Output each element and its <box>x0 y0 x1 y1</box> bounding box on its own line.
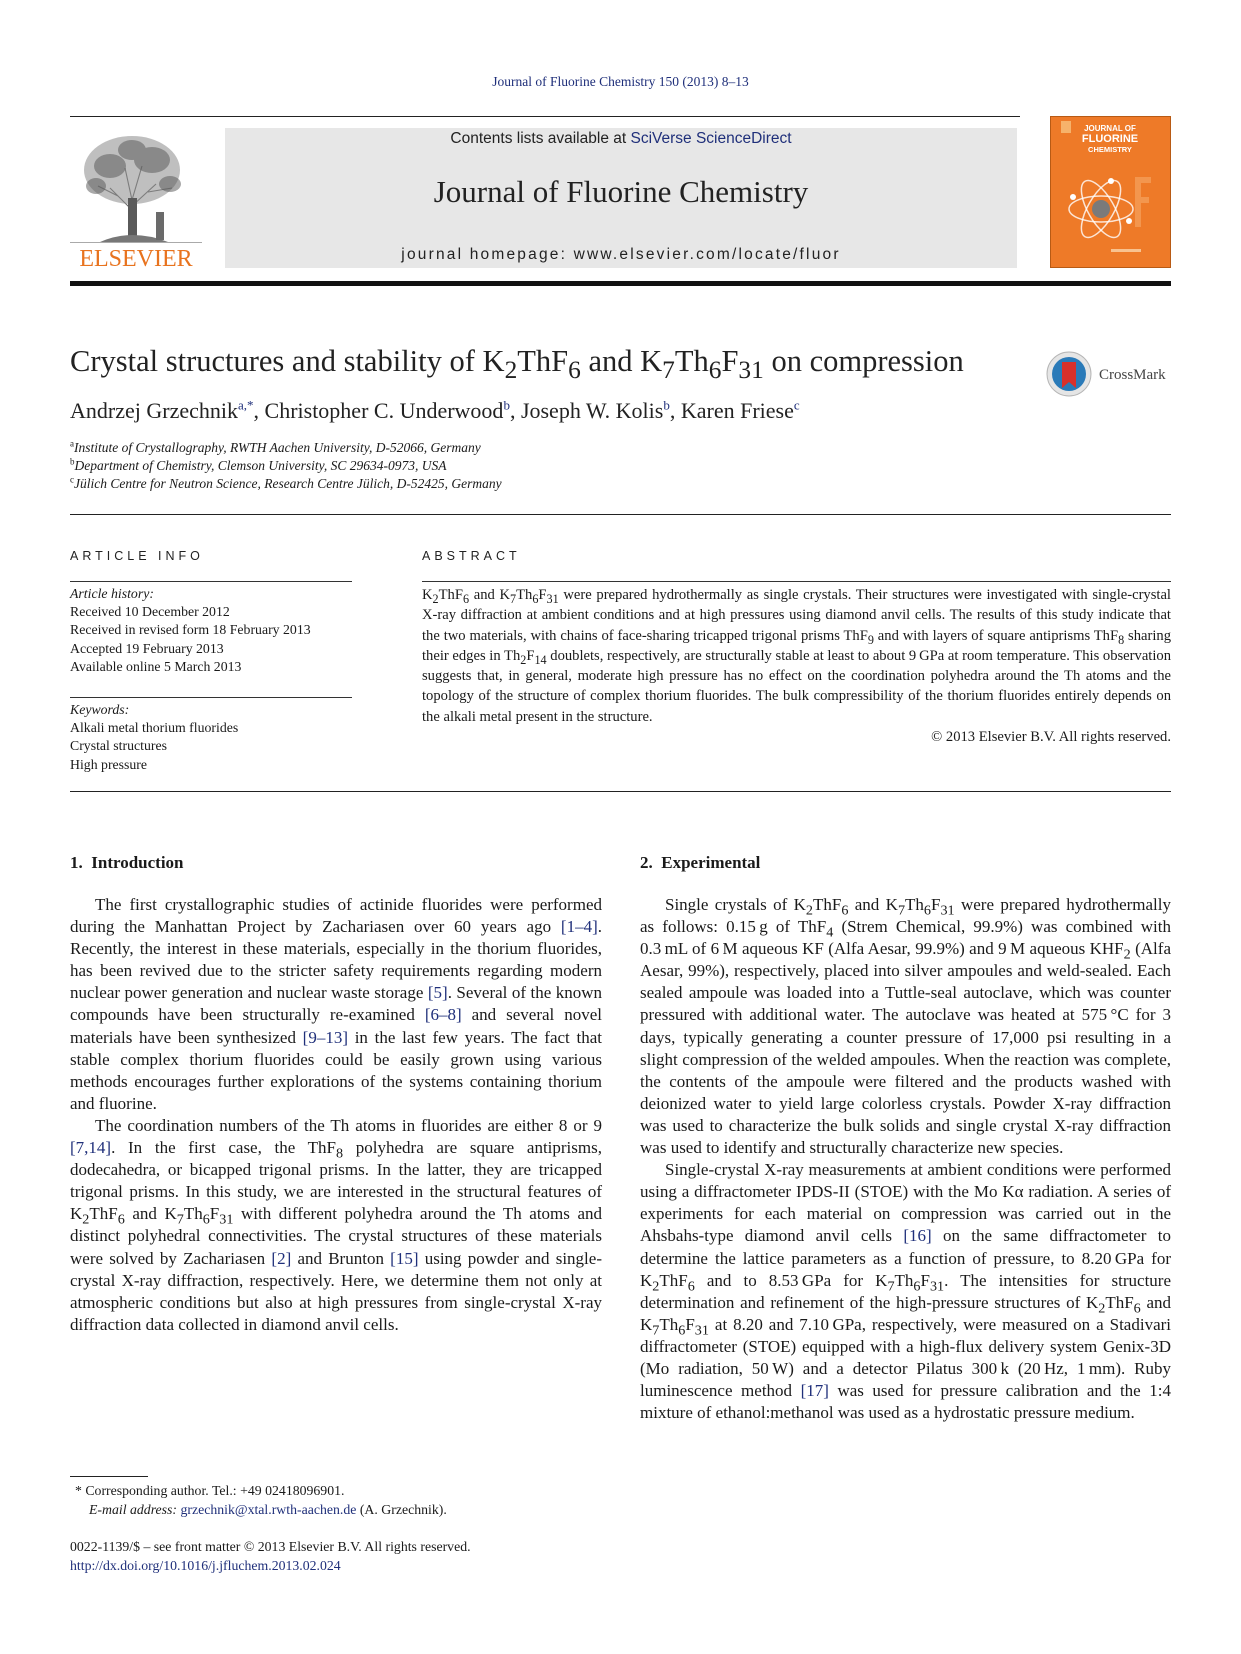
affiliation-a: $^a$Institute of Crystallography, RWTH Aachen University, D-52066, Germany <box>70 438 481 455</box>
history-item: Received in revised form 18 February 2013 <box>70 622 311 638</box>
author-marks[interactable]: b <box>663 397 670 413</box>
elsevier-wordmark: ELSEVIER <box>79 246 193 270</box>
author-marks[interactable]: a,* <box>237 397 254 413</box>
citation-link[interactable]: [17] <box>800 1381 829 1401</box>
crossmark-badge[interactable] <box>1045 350 1175 402</box>
email-suffix: (A. Grzechnik). <box>359 1501 447 1517</box>
elsevier-logo[interactable] <box>70 128 202 270</box>
journal-cover[interactable] <box>1050 116 1171 268</box>
author-marks[interactable]: b <box>503 397 510 413</box>
elsevier-tree-icon <box>70 128 202 270</box>
journal-masthead <box>225 128 1017 268</box>
introduction-body <box>70 894 602 1336</box>
atom-icon <box>1069 175 1133 243</box>
paragraph: Single-crystal X-ray measurements at ambient conditions were performed using a diffractometer IPDS-II (STOE) with the Mo Kα radiation. A series of experiments for each material on compression was carried out in the Ahsbahs-type diamond anvil cells [16] on the same diffractometer to determine the lattice parameters as a function of pressure, to 8.20 GPa for $K_2ThF_6$ and to 8.53 GPa for $K_7Th_6F_{31}$. The intensities for structure determination and refinement of the high-pressure structures of $K_2ThF_6$ and $K_7Th_6F_{31}$ at 8.20 and 7.10 GPa, respectively, were measured on a Stadivari diffractometer (STOE) equipped with a high-flux delivery system Genix-3D (Mo radiation, 50 W) and a detector Pilatus 300 k (20 Hz, 1 mm). Ruby luminescence method [17] was used for pressure calibration and the 1:4 mixture of ethanol:methanol was used as a hydrostatic pressure medium. <box>640 1160 1172 1423</box>
journal-name: Journal of Fluorine Chemistry <box>433 174 809 209</box>
divider <box>70 697 352 698</box>
doi-link[interactable]: http://dx.doi.org/10.1016/j.jfluchem.2013.02.024 <box>70 1557 341 1573</box>
contents-line <box>225 130 1017 148</box>
abstract-heading: ABSTRACT <box>422 549 521 563</box>
svg-text:CHEMISTRY: CHEMISTRY <box>1088 145 1132 154</box>
author-name: Christopher C. Underwood <box>264 398 504 423</box>
paragraph: Single crystals of $K_2ThF_6$ and $K_7Th_6F_{31}$ were prepared hydrothermally as follows: 0.15 g of ThF$_4$ (Strem Chemical, 99.9%) was combined with 0.3 mL of 6 M aqueous KF (Alfa Aesar, 99.9%) and 9 M aqueous $KHF_2$ (Alfa Aesar, 99%), respectively, placed into silver ampoules and weld-sealed. Each sealed ampoule was loaded into a Tuttle-seal autoclave, which was counter pressured with additional water. The autoclave was heated at 575 °C for 3 days, typically generating a counter pressure of 17,000 psi resulting in a slight compression of the welded ampoules. When the reaction was complete, the contents of the ampoule were filtered and the products washed with deionized water to yield large colorless crystals. Powder X-ray diffraction was used to characterize the bulk solids and single crystal X-ray diffraction was used to identify and structurally characterize new species. <box>640 895 1171 1158</box>
citation-link[interactable]: [7,14] <box>70 1138 112 1158</box>
sciencedirect-link[interactable]: SciVerse ScienceDirect <box>630 130 792 147</box>
divider <box>422 581 1171 582</box>
history-item: Accepted 19 February 2013 <box>70 640 224 656</box>
divider <box>70 581 352 582</box>
footnote <box>75 1482 447 1519</box>
issn-line: 0022-1139/$ – see front matter © 2013 Elsevier B.V. All rights reserved. <box>70 1539 471 1554</box>
author-marks[interactable]: c <box>793 397 800 413</box>
citation-link[interactable]: [9–13] <box>302 1027 348 1047</box>
divider <box>70 791 1171 792</box>
author-name: Karen Friese <box>680 398 794 423</box>
section-heading-introduction: 1. Introduction <box>70 853 184 872</box>
divider <box>70 514 1171 515</box>
abstract-text: $K_2ThF_6$ and $K_7Th_6F_{31}$ were prepared hydrothermally as single crystals. Their structures were investigated with single-crystal X-ray diffraction at ambient conditions and at high pressures using diamond anvil cells. The results of this study indicate that the two materials, with chains of face-sharing tricapped trigonal prisms ThF$_9$ and with layers of square antiprisms ThF$_8$ sharing their edges in $Th_2F_{14}$ doublets, respectively, are structurally stable at least to about 9 GPa at room temperature. This observation suggests that, in general, moderate high pressure has no effect on the coordination polyhedra around the Th atoms and the topology of the structure of complex thorium fluorides. The bulk compressibility of the thorium fluorides entirely depends on the alkali metal present in the structure. © 2013 Elsevier B.V. All rights reserved. <box>422 585 1171 747</box>
citation-link[interactable]: [2] <box>271 1248 292 1268</box>
svg-text:FLUORINE: FLUORINE <box>1081 133 1139 145</box>
abstract-copyright: © 2013 Elsevier B.V. All rights reserved. <box>931 729 1171 746</box>
contents-prefix: Contents lists available at <box>450 130 631 147</box>
header-rule <box>70 116 1020 117</box>
front-matter <box>70 1538 471 1575</box>
history-item: Available online 5 March 2013 <box>70 658 242 674</box>
keywords <box>70 701 352 774</box>
article-history <box>70 585 352 676</box>
history-item: Received 10 December 2012 <box>70 604 230 620</box>
journal-homepage[interactable]: journal homepage: www.elsevier.com/locate/fluor <box>401 246 841 263</box>
author-name: Andrzej Grzechnik <box>70 398 238 423</box>
article-info-heading: ARTICLE INFO <box>70 549 204 563</box>
crossmark-icon <box>1047 352 1091 396</box>
header-thick-rule <box>70 281 1171 286</box>
keyword: Crystal structures <box>70 738 167 754</box>
citation-link[interactable]: [15] <box>390 1248 419 1268</box>
section-heading-experimental: 2. Experimental <box>640 853 761 872</box>
article-title: Crystal structures and stability of $K_2ThF_6$ and $K_7Th_6F_{31}$ on compression <box>70 344 964 385</box>
author-list: Andrzej Grzechnik$^{a,*}$, Christopher C. Underwood$^b$, Joseph W. Kolis$^b$, Karen Friese$^c$ <box>70 397 800 423</box>
keywords-label: Keywords: <box>70 702 130 717</box>
citation-link[interactable]: [5] <box>427 983 448 1003</box>
journal-reference[interactable]: Journal of Fluorine Chemistry 150 (2013) 8–13 <box>492 74 749 89</box>
citation-link[interactable]: [6–8] <box>424 1005 462 1025</box>
affiliation-b: $^b$Department of Chemistry, Clemson University, SC 29634-0973, USA <box>70 456 447 473</box>
paragraph: The first crystallographic studies of actinide fluorides were performed during the Manhattan Project by Zachariasen over 60 years ago [1–4]. Recently, the interest in these materials, especially in the thorium fluorides, has been revived due to the stricter safety requirements regarding modern nuclear power generation and nuclear waste storage [5]. Several of the known compounds have been structurally re-examined [6–8] and several novel materials have been synthesized [9–13] in the last few years. The fact that stable complex thorium fluorides could be easily grown using various methods encourages further explorations of the systems containing thorium and fluorine. <box>70 895 603 1113</box>
svg-text:JOURNAL OF: JOURNAL OF <box>1084 124 1136 133</box>
citation-link[interactable]: [16] <box>903 1226 932 1246</box>
history-label: Article history: <box>70 586 154 601</box>
affiliation-c: $^c$Jülich Centre for Neutron Science, Research Centre Jülich, D-52425, Germany <box>70 474 502 491</box>
citation-link[interactable]: [1–4] <box>560 917 598 937</box>
email-label: E-mail address: <box>89 1501 178 1517</box>
crossmark-label: CrossMark <box>1099 367 1166 383</box>
keyword: High pressure <box>70 756 148 772</box>
email-link[interactable]: grzechnik@xtal.rwth-aachen.de <box>180 1501 357 1517</box>
footnote-rule <box>70 1476 148 1477</box>
keyword: Alkali metal thorium fluorides <box>70 720 239 736</box>
journal-cover-art <box>1051 117 1170 267</box>
author-name: Joseph W. Kolis <box>520 398 664 423</box>
corresponding-author: * Corresponding author. Tel.: +49 02418096901. <box>75 1483 345 1498</box>
experimental-body <box>640 894 1171 1424</box>
paragraph: The coordination numbers of the Th atoms in fluorides are either 8 or 9 [7,14]. In the first case, the ThF$_8$ polyhedra are square antiprisms, dodecahedra, or bicapped trigonal prisms. In the latter, they are tricapped trigonal prisms. In this study, we are interested in the structural features of $K_2ThF_6$ and $K_7Th_6F_{31}$ with different polyhedra around the Th atoms and distinct polyhedral connectivities. The crystal structures of these materials were solved by Zachariasen [2] and Brunton [15] using powder and single-crystal X-ray diffraction, respectively. Here, we determine them not only at atmospheric conditions but also at high pressures from single-crystal X-ray diffraction data collected in diamond anvil cells. <box>70 1115 602 1334</box>
